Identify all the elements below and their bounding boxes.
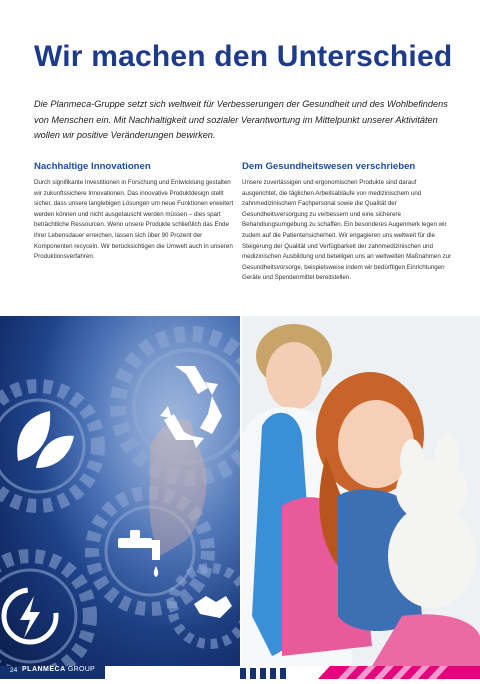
dentist-child-photo [242,316,480,666]
column-heading: Nachhaltige Innovationen [34,161,151,172]
intro-paragraph: Die Planmeca-Gruppe setzt sich weltweit für Verbesserungen der Gesundheit und des Wohlbefindens von Menschen ein. Mit Nachhaltigkeit und sozialer Verantwortung im Mittelpunkt unserer Aktivitäten wollen wir positive Veränderungen bewirken. [34,99,448,140]
sustainability-gears-image [0,316,240,666]
planmeca-logo [22,666,95,673]
column-healthcare [242,161,452,284]
brand-suffix: GROUP [67,666,96,673]
page-number: 24 [10,667,18,674]
column-text: Unsere zuverlässigen und ergonomischen Produkte sind darauf ausgerichtet, die täglichen Arbeitsabläufe von medizinischem und zahnmedizinischem Fachpersonal sowie die Qualität der Gesundheitsversorgung zu verbessern und eine sicherere Behandlungsumgebung zu schaffen. Ein besonderes Augenmerk legen wir zudem auf die Patientensicherheit. Wir engagieren uns weltweit für die Steigerung der Qualität und Verfügbarkeit der zahnmedizinischen und medizinischen Ausbildung und beteiligen uns an weltweiten Maßnahmen zur Gesundheitsvorsorge, beispielsweise indem wir bedürftigen Einrichtungen Geräte und Spendenmittel bereitstellen. [242,179,452,282]
column-heading: Dem Gesundheitswesen verschrieben [242,161,416,172]
column-text: Durch signifikante Investitionen in Forschung und Entwicklung gestalten wir zukunftssichere Innovationen. Das innovative Produktdesign stellt sicher, dass unsere langlebigen Lösungen um neue Funktionen erweitert werden können und nicht ausgetauscht werden müssen – dies spart beträchtliche Ressourcen. Wenn unsere Produkte schließlich das Ende ihrer Lebensdauer erreichen, lassen sich über 90 Prozent der Komponenten recyceln. Wir berücksichtigen die Umwelt auch in unseren Produktionsverfahren. [34,179,234,261]
page-headline: Wir machen den Unterschied [34,40,453,73]
brand-name: PLANMECA [22,666,66,673]
column-sustainable-innovations [34,161,237,263]
footer-bar [0,666,480,679]
dentist-child-illustration [242,316,480,666]
gears-illustration [0,316,240,666]
